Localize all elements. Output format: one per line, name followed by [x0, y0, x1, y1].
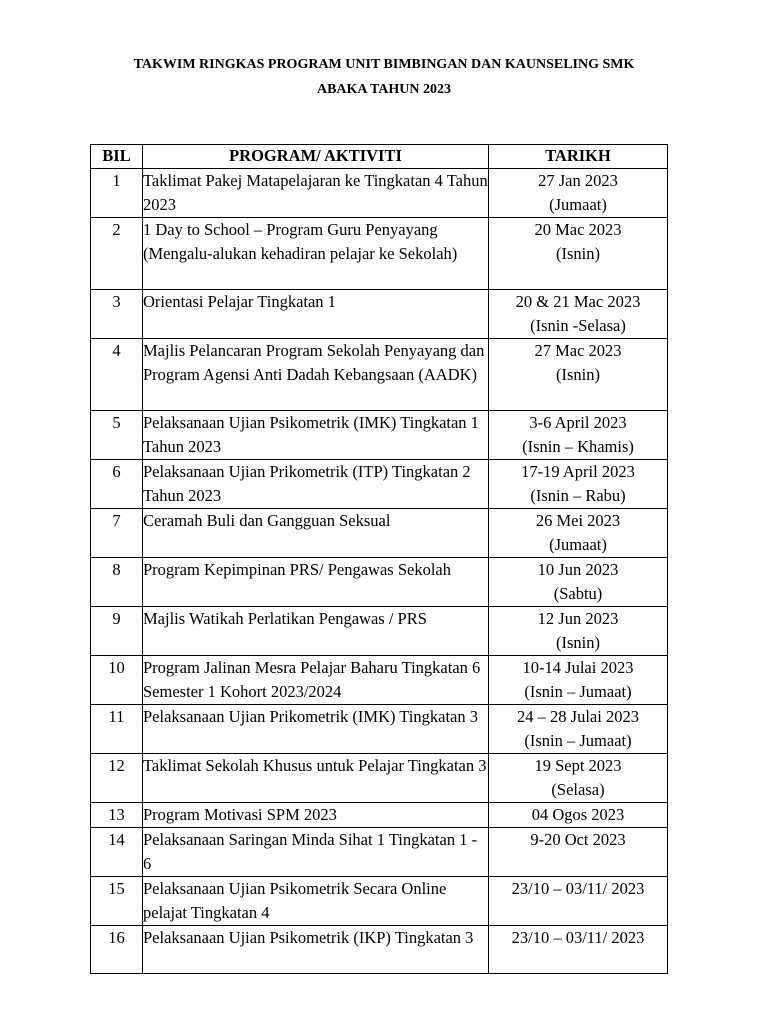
program-table: [90, 144, 668, 974]
program-date: 17-19 April 2023: [521, 462, 635, 481]
row-number: 12: [91, 754, 143, 803]
program-date-cell: [489, 754, 668, 803]
program-date: 27 Mac 2023: [534, 341, 622, 360]
row-number: 8: [91, 558, 143, 607]
row-number: 15: [91, 877, 143, 926]
program-day: (Isnin): [556, 633, 600, 652]
program-day: (Isnin – Jumaat): [524, 682, 632, 701]
program-day: (Jumaat): [549, 195, 607, 214]
row-number: 2: [91, 218, 143, 290]
program-date: 23/10 – 03/11/ 2023: [511, 928, 645, 947]
program-date: 19 Sept 2023: [534, 756, 622, 775]
program-name: Pelaksanaan Ujian Psikometrik Secara Online pelajat Tingkatan 4: [143, 877, 489, 926]
table-row: [91, 411, 668, 460]
program-name: Pelaksanaan Ujian Prikometrik (IMK) Tingkatan 3: [143, 705, 489, 754]
program-date-cell: [489, 411, 668, 460]
table-row: [91, 705, 668, 754]
program-date: 04 Ogos 2023: [531, 805, 625, 824]
program-date-cell: [489, 460, 668, 509]
program-name: Program Motivasi SPM 2023: [143, 803, 489, 828]
row-number: 7: [91, 509, 143, 558]
program-name: Pelaksanaan Saringan Minda Sihat 1 Tingkatan 1 - 6: [143, 828, 489, 877]
program-date: 3-6 April 2023: [529, 413, 627, 432]
program-date-cell: [489, 290, 668, 339]
program-day: (Isnin): [556, 244, 600, 263]
program-date-cell: [489, 339, 668, 411]
program-date: 10-14 Julai 2023: [522, 658, 634, 677]
program-date-cell: [489, 509, 668, 558]
table-row: [91, 169, 668, 218]
program-date-cell: [489, 828, 668, 877]
program-date: 26 Mei 2023: [535, 511, 621, 530]
program-name: Taklimat Pakej Matapelajaran ke Tingkatan 4 Tahun 2023: [143, 169, 489, 218]
program-date: 27 Jan 2023: [538, 171, 618, 190]
program-date-cell: [489, 877, 668, 926]
program-name: 1 Day to School – Program Guru Penyayang (Mengalu-alukan kehadiran pelajar ke Sekolah): [143, 218, 489, 290]
header-tarikh: TARIKH: [489, 145, 668, 169]
table-row: [91, 754, 668, 803]
table-row: [91, 558, 668, 607]
row-number: 1: [91, 169, 143, 218]
program-day: (Jumaat): [549, 535, 607, 554]
header-bil: BIL: [91, 145, 143, 169]
program-date: 20 & 21 Mac 2023: [515, 292, 641, 311]
program-date: 10 Jun 2023: [537, 560, 619, 579]
program-day: (Sabtu): [553, 584, 603, 603]
table-row: [91, 218, 668, 290]
program-date: 23/10 – 03/11/ 2023: [511, 879, 645, 898]
header-program: PROGRAM/ AKTIVITI: [143, 145, 489, 169]
table-row: [91, 460, 668, 509]
program-date-cell: [489, 705, 668, 754]
row-number: 14: [91, 828, 143, 877]
program-name: Program Kepimpinan PRS/ Pengawas Sekolah: [143, 558, 489, 607]
program-name: Program Jalinan Mesra Pelajar Baharu Tingkatan 6 Semester 1 Kohort 2023/2024: [143, 656, 489, 705]
table-row: [91, 828, 668, 877]
program-day: (Isnin -Selasa): [530, 316, 626, 335]
program-date-cell: [489, 803, 668, 828]
program-date: 24 – 28 Julai 2023: [517, 707, 639, 726]
row-number: 16: [91, 926, 143, 974]
program-name: Majlis Pelancaran Program Sekolah Penyayang dan Program Agensi Anti Dadah Kebangsaan (AADK): [143, 339, 489, 411]
program-day: (Isnin – Khamis): [522, 437, 634, 456]
program-date: 9-20 Oct 2023: [530, 830, 626, 849]
program-name: Pelaksanaan Ujian Psikometrik (IKP) Tingkatan 3: [143, 926, 489, 974]
program-name: Pelaksanaan Ujian Prikometrik (ITP) Tingkatan 2 Tahun 2023: [143, 460, 489, 509]
row-number: 6: [91, 460, 143, 509]
document-title: [0, 52, 768, 102]
table-row: [91, 607, 668, 656]
table-row: [91, 656, 668, 705]
program-date: 12 Jun 2023: [537, 609, 619, 628]
row-number: 10: [91, 656, 143, 705]
program-name: Orientasi Pelajar Tingkatan 1: [143, 290, 489, 339]
row-number: 4: [91, 339, 143, 411]
row-number: 13: [91, 803, 143, 828]
table-row: [91, 339, 668, 411]
program-name: Taklimat Sekolah Khusus untuk Pelajar Tingkatan 3: [143, 754, 489, 803]
table-row: [91, 509, 668, 558]
row-number: 9: [91, 607, 143, 656]
table-row: [91, 926, 668, 974]
program-name: Majlis Watikah Perlatikan Pengawas / PRS: [143, 607, 489, 656]
title-line-2: ABAKA TAHUN 2023: [316, 82, 452, 97]
row-number: 5: [91, 411, 143, 460]
row-number: 3: [91, 290, 143, 339]
program-name: Pelaksanaan Ujian Psikometrik (IMK) Tingkatan 1 Tahun 2023: [143, 411, 489, 460]
table-row: [91, 290, 668, 339]
program-date-cell: [489, 926, 668, 974]
program-name: Ceramah Buli dan Gangguan Seksual: [143, 509, 489, 558]
row-number: 11: [91, 705, 143, 754]
program-day: (Selasa): [551, 780, 605, 799]
table-row: [91, 803, 668, 828]
table-header-row: [91, 145, 668, 169]
table-row: [91, 877, 668, 926]
program-date: 20 Mac 2023: [534, 220, 622, 239]
program-date-cell: [489, 656, 668, 705]
program-date-cell: [489, 607, 668, 656]
program-date-cell: [489, 169, 668, 218]
program-date-cell: [489, 558, 668, 607]
title-line-1: TAKWIM RINGKAS PROGRAM UNIT BIMBINGAN DAN KAUNSELING SMK: [133, 57, 635, 72]
program-date-cell: [489, 218, 668, 290]
program-day: (Isnin – Rabu): [530, 486, 626, 505]
program-day: (Isnin – Jumaat): [524, 731, 632, 750]
program-day: (Isnin): [556, 365, 600, 384]
